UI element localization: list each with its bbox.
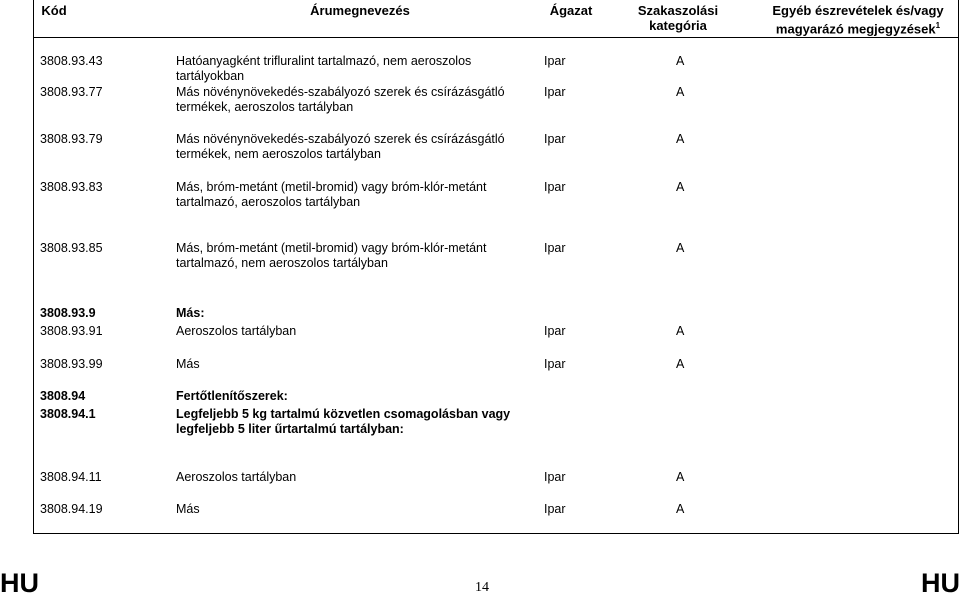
footer-language-left: HU	[0, 568, 39, 598]
table-header	[34, 0, 958, 38]
row-description: Más	[176, 357, 200, 371]
page-number: 14	[475, 580, 489, 595]
row-code: 3808.93.79	[40, 132, 103, 146]
row-category: A	[676, 132, 685, 146]
row-sector: Ipar	[544, 241, 566, 255]
row-description: Aeroszolos tartályban	[176, 324, 297, 338]
row-code: 3808.93.43	[40, 54, 103, 68]
row-category: A	[676, 85, 685, 99]
row-code: 3808.94.19	[40, 502, 103, 516]
row-code: 3808.93.85	[40, 241, 103, 255]
header-code: Kód	[41, 3, 67, 18]
row-category: A	[676, 180, 685, 194]
row-description: Hatóanyagként trifluralint tartalmazó, nem aeroszolos tartályokban	[176, 54, 472, 83]
row-sector: Ipar	[544, 85, 566, 99]
row-category: A	[676, 324, 685, 338]
header-sector: Ágazat	[549, 3, 593, 18]
header-notes-footnote: 1	[935, 21, 941, 30]
header-notes-text: Egyéb észrevételek és/vagy magyarázó megjegyzések	[772, 3, 944, 37]
row-description: Más, bróm-metánt (metil-bromid) vagy bróm-klór-metánt tartalmazó, nem aeroszolos tartályban	[176, 241, 487, 270]
row-code: 3808.94.11	[40, 470, 102, 484]
row-code: 3808.93.77	[40, 85, 103, 99]
row-sector: Ipar	[544, 132, 566, 146]
row-code: 3808.93.91	[40, 324, 103, 338]
row-description: Más, bróm-metánt (metil-bromid) vagy bróm-klór-metánt tartalmazó, aeroszolos tartályban	[176, 180, 487, 209]
row-sector: Ipar	[544, 180, 566, 194]
row-category: A	[676, 470, 685, 484]
header-notes	[756, 3, 960, 36]
row-description: Aeroszolos tartályban	[176, 470, 297, 484]
row-sector: Ipar	[544, 357, 566, 371]
row-description: Más növénynövekedés-szabályozó szerek és csírázásgátló termékek, nem aeroszolos tartályban	[176, 132, 505, 161]
row-code: 3808.94.1	[40, 407, 96, 421]
row-code: 3808.93.99	[40, 357, 103, 371]
row-description: Más növénynövekedés-szabályozó szerek és csírázásgátló termékek, aeroszolos tartályban	[176, 85, 505, 114]
row-sector: Ipar	[544, 470, 566, 484]
row-sector: Ipar	[544, 54, 566, 68]
row-description: Fertőtlenítőszerek:	[176, 389, 288, 403]
tariff-table	[33, 0, 959, 534]
footer-language-right: HU	[921, 568, 960, 598]
row-code: 3808.94	[40, 389, 86, 403]
header-description: Árumegnevezés	[310, 3, 410, 18]
row-category: A	[676, 502, 685, 516]
row-category: A	[676, 241, 685, 255]
row-code: 3808.93.9	[40, 306, 96, 320]
row-sector: Ipar	[544, 324, 566, 338]
row-code: 3808.93.83	[40, 180, 103, 194]
row-description: Más:	[176, 306, 205, 320]
row-category: A	[676, 54, 685, 68]
row-sector: Ipar	[544, 502, 566, 516]
row-category: A	[676, 357, 685, 371]
row-description: Legfeljebb 5 kg tartalmú közvetlen csomagolásban vagy legfeljebb 5 liter űrtartalmú tartályban:	[176, 407, 511, 436]
header-category: Szakaszolási kategória	[637, 3, 719, 33]
row-description: Más	[176, 502, 200, 516]
